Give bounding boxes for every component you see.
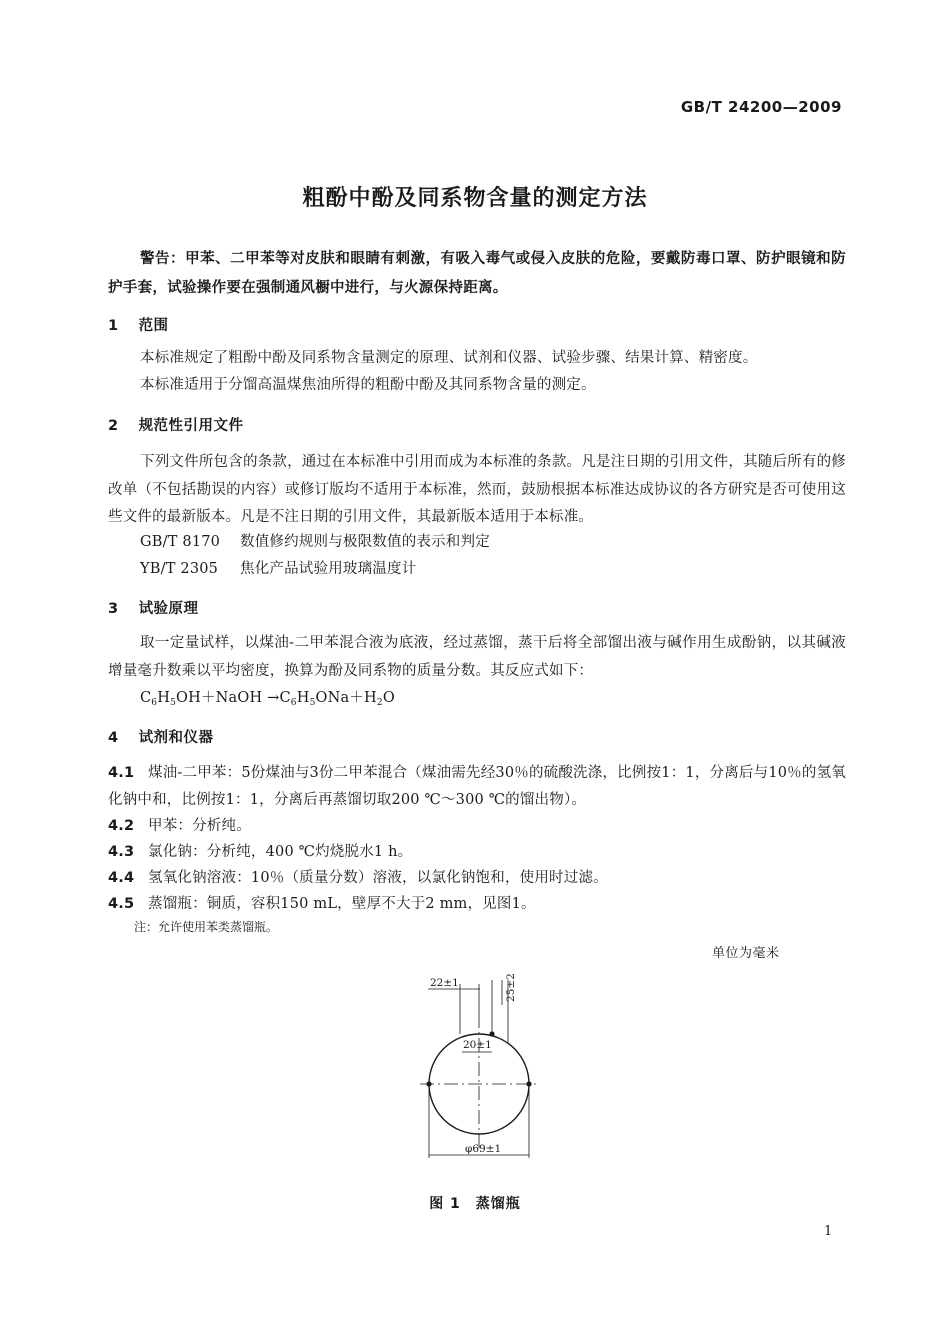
section-1-para-2: 本标准适用于分馏高温煤焦油所得的粗酚中酚及其同系物含量的测定。 <box>140 377 596 393</box>
section-number: 1 <box>108 318 119 334</box>
point-marker <box>489 1031 494 1036</box>
reference-title: 数值修约规则与极限数值的表示和判定 <box>240 534 490 550</box>
page-number: 1 <box>824 1224 833 1239</box>
flask-drawing <box>410 962 550 1167</box>
item-text: 蒸馏瓶：铜质，容积150 mL，壁厚不大于2 mm，见图1。 <box>148 896 536 912</box>
document-title: 粗酚中酚及同系物含量的测定方法 <box>302 186 648 211</box>
section-title: 规范性引用文件 <box>138 418 244 434</box>
section-title: 试剂和仪器 <box>138 730 214 746</box>
section-1-heading <box>108 314 169 335</box>
section-4-heading <box>108 726 214 747</box>
section-2-heading <box>108 414 244 435</box>
item-number: 4.1 <box>108 765 135 781</box>
item-text: 甲苯：分析纯。 <box>148 818 251 834</box>
reference-item <box>140 557 416 578</box>
section-1-para-1: 本标准规定了粗酚中酚及同系物含量测定的原理、试剂和仪器、试验步骤、结果计算、精密度。 <box>140 350 758 366</box>
list-item <box>108 813 846 840</box>
section-title: 试验原理 <box>138 601 199 617</box>
section-2-para-1: 下列文件所包含的条款，通过在本标准中引用而成为本标准的条款。凡是注日期的引用文件，其随后所有的修改单（不包括勘误的内容）或修订版均不适用于本标准，然而，鼓励根据本标准达成协议的各方研究是否可使用这些文件的最新版本。凡是不注日期的引用文件，其最新版本适用于本标准。 <box>108 454 846 525</box>
item-text: 氯化钠：分析纯，400 ℃灼烧脱水1 h。 <box>148 844 413 860</box>
section-number: 2 <box>108 418 119 434</box>
item-number: 4.4 <box>108 870 135 886</box>
note: 注：允许使用苯类蒸馏瓶。 <box>134 920 279 934</box>
dimension-label: 25±2 <box>505 973 517 1002</box>
reference-title: 焦化产品试验用玻璃温度计 <box>240 561 417 577</box>
section-number: 4 <box>108 730 119 746</box>
dimension-label: 22±1 <box>430 977 459 989</box>
figure-caption: 图 1 蒸馏瓶 <box>429 1196 521 1212</box>
item-number: 4.5 <box>108 896 135 912</box>
item-number: 4.2 <box>108 818 135 834</box>
point-marker <box>526 1081 531 1086</box>
list-item <box>108 865 846 892</box>
dimension-label: φ69±1 <box>465 1143 502 1155</box>
section-3-heading <box>108 597 199 618</box>
item-text: 氢氧化钠溶液：10％（质量分数）溶液，以氯化钠饱和，使用时过滤。 <box>148 870 608 886</box>
list-item <box>108 839 846 866</box>
standard-code: GB/T 24200—2009 <box>680 98 842 116</box>
item-text: 煤油-二甲苯：5份煤油与3份二甲苯混合（煤油需先经30％的硫酸洗涤，比例按1：1，分离后与10％的氢氧化钠中和，比例按1：1，分离后再蒸馏切取200 ℃～300 ℃的馏出物）。 <box>108 765 846 808</box>
list-item <box>108 891 846 918</box>
item-number: 4.3 <box>108 844 135 860</box>
section-number: 3 <box>108 601 119 617</box>
section-title: 范围 <box>138 318 169 334</box>
warning-paragraph: 警告：甲苯、二甲苯等对皮肤和眼睛有刺激，有吸入毒气或侵入皮肤的危险，要戴防毒口罩、防护眼镜和防护手套，试验操作要在强制通风橱中进行，与火源保持距离。 <box>108 251 846 296</box>
unit-label: 单位为毫米 <box>712 946 780 961</box>
reference-item <box>140 530 490 551</box>
dimension-label: 20±1 <box>463 1039 492 1051</box>
reference-code: YB/T 2305 <box>140 561 219 577</box>
reaction-equation: $C_6H_5OH+NaOH \to C_6H_5ONa+H_2O$ <box>140 690 395 708</box>
point-marker <box>426 1081 431 1086</box>
section-3-para-1: 取一定量试样，以煤油-二甲苯混合液为底液，经过蒸馏，蒸干后将全部馏出液与碱作用生成酚钠，以其碱液增量毫升数乘以平均密度，换算为酚及同系物的质量分数。其反应式如下： <box>108 635 846 679</box>
list-item <box>108 760 846 813</box>
reference-code: GB/T 8170 <box>140 534 221 550</box>
